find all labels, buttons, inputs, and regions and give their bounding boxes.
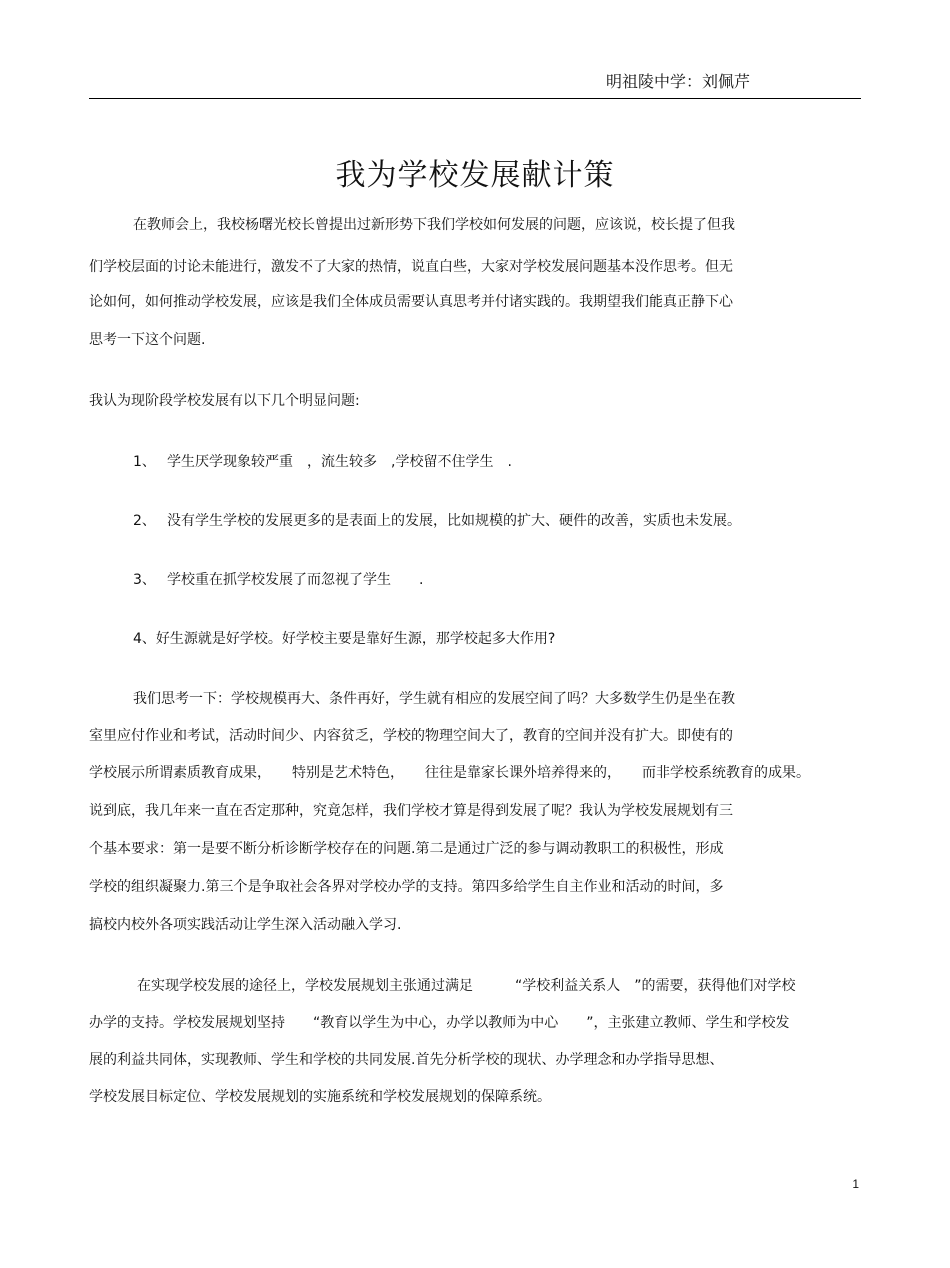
paragraph-line: 学校展示所谓素质教育成果， 特别是艺术特色， 往往是靠家长课外培养得来的， 而非学校系统教育的成果。 [89, 765, 810, 781]
list-item-text: 学校重在抓学校发展了而忽视了学生 . [167, 572, 424, 588]
list-item [133, 569, 423, 589]
intro-line: 我认为现阶段学校发展有以下几个明显问题: [89, 393, 360, 409]
list-item [133, 510, 741, 530]
paragraph-line: 个基本要求：第一是要不断分析诊断学校存在的问题.第二是通过广泛的参与调动教职工的积极性，形成 [89, 841, 724, 857]
paragraph-line: 在教师会上，我校杨曙光校长曾提出过新形势下我们学校如何发展的问题，应该说，校长提了但我 [133, 217, 735, 233]
paragraph-line: 搞校内校外各项实践活动让学生深入活动融入学习. [89, 917, 402, 933]
page-title: 我为学校发展献计策 [335, 158, 615, 193]
list-item: 4、好生源就是好学校。好学校主要是靠好生源，那学校起多大作用? [133, 631, 556, 647]
list-item-number: 2、 [133, 513, 156, 529]
page-number: 1 [852, 1177, 859, 1191]
paragraph-line: 思考一下这个问题. [89, 332, 206, 348]
paragraph-line: 展的利益共同体，实现教师、学生和学校的共同发展.首先分析学校的现状、办学理念和办学指导思想、 [89, 1052, 724, 1068]
list-item-text: 没有学生学校的发展更多的是表面上的发展，比如规模的扩大、硬件的改善，实质也未发展。 [167, 513, 741, 529]
list-item-number: 3、 [133, 572, 156, 588]
list-item-text: 学生厌学现象较严重 ，流生较多 ,学校留不住学生 . [167, 454, 512, 470]
header-author: 明祖陵中学：刘佩芹 [605, 72, 750, 91]
list-item [133, 451, 512, 471]
paragraph-line: 我们思考一下：学校规模再大、条件再好，学生就有相应的发展空间了吗？大多数学生仍是坐在教 [133, 691, 735, 707]
paragraph-line: 说到底，我几年来一直在否定那种，究竟怎样，我们学校才算是得到发展了呢？我认为学校发展规划有三 [89, 803, 733, 819]
paragraph-line: 室里应付作业和考试，活动时间少、内容贫乏，学校的物理空间大了，教育的空间并没有扩大。即使有的 [89, 728, 733, 744]
paragraph-line: 学校的组织凝聚力.第三个是争取社会各界对学校办学的支持。第四多给学生自主作业和活动的时间，多 [89, 879, 724, 895]
list-item-number: 1、 [133, 454, 156, 470]
paragraph-line: 论如何，如何推动学校发展，应该是我们全体成员需要认真思考并付诸实践的。我期望我们能真正静下心 [89, 294, 733, 310]
paragraph-line: 办学的支持。学校发展规划坚持 “教育以学生为中心，办学以教师为中心 ”，主张建立教师、学生和学校发 [89, 1015, 790, 1031]
paragraph-line: 们学校层面的讨论未能进行，激发不了大家的热情，说直白些，大家对学校发展问题基本没作思考。但无 [89, 259, 733, 275]
header-divider [89, 98, 861, 99]
paragraph-line: 在实现学校发展的途径上，学校发展规划主张通过满足 “学校利益关系人 ”的需要，获得他们对学校 [137, 978, 796, 994]
paragraph-line: 学校发展目标定位、学校发展规划的实施系统和学校发展规划的保障系统。 [89, 1089, 551, 1105]
